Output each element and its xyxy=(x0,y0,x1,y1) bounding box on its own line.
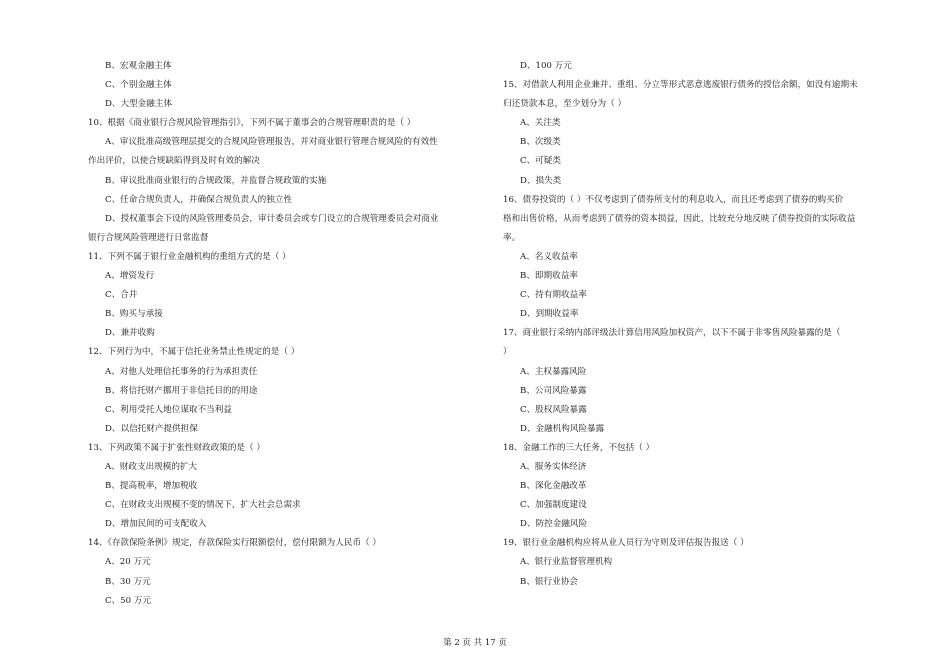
answer-option: B、30 万元 xyxy=(105,576,151,587)
left-column xyxy=(88,57,476,611)
answer-option: D、增加民间的可支配收入 xyxy=(105,519,207,530)
question-text: 18、金融工作的三大任务，不包括（ ） xyxy=(503,442,655,453)
question-text: 15、对借款人利用企业兼并、重组、分立等形式恶意逃废银行债务的授信余额，如没有逾期未 xyxy=(503,80,858,91)
question-text-continuation: 率。 xyxy=(503,232,521,243)
answer-option: A、银行业监督管理机构 xyxy=(520,557,613,568)
answer-option: A、增资发行 xyxy=(105,271,155,282)
answer-option: B、即期收益率 xyxy=(520,271,578,282)
question-text: 16、债券投资的（ ）不仅考虑到了债券所支付的利息收入，而且还考虑到了债券的购买价 xyxy=(503,194,844,205)
answer-option: B、购买与承接 xyxy=(105,309,163,320)
answer-option: C、合并 xyxy=(105,290,138,301)
question-text: 11、下列不属于银行业金融机构的重组方式的是（ ） xyxy=(88,251,291,262)
answer-option: A、名义收益率 xyxy=(520,251,578,262)
answer-option: D、大型金融主体 xyxy=(105,99,173,110)
answer-option: C、加强制度建设 xyxy=(520,500,587,511)
answer-option: B、宏观金融主体 xyxy=(105,61,172,71)
question-text: 19、银行业金融机构应将从业人员行为守则及评估报告报送（ ） xyxy=(503,538,749,549)
answer-option: A、主权暴露风险 xyxy=(520,366,587,377)
answer-option: D、金融机构风险暴露 xyxy=(520,423,605,434)
answer-option: D、以信托财产提供担保 xyxy=(105,423,198,434)
question-text-continuation: 作出评价，以使合规缺陷得到及时有效的解决 xyxy=(88,156,260,167)
answer-option: B、公司风险暴露 xyxy=(520,385,587,396)
question-text-continuation: ） xyxy=(503,347,512,358)
answer-option: B、次级类 xyxy=(520,137,561,148)
answer-option: C、可疑类 xyxy=(520,156,561,167)
answer-option: B、银行业协会 xyxy=(520,576,578,587)
page-footer: 第 2 页 共 17 页 xyxy=(443,638,507,648)
answer-option: B、审议批准商业银行的合规政策，并监督合规政策的实施 xyxy=(105,175,327,186)
answer-option: C、利用受托人地位谋取不当利益 xyxy=(105,404,232,415)
answer-option: A、财政支出规模的扩大 xyxy=(105,461,198,472)
answer-option: A、服务实体经济 xyxy=(520,461,587,472)
question-text-continuation: 银行合规风险管理进行日常监督 xyxy=(88,232,209,243)
question-text: 10、根据《商业银行合规风险管理指引》，下列不属于董事会的合规管理职责的是（ ） xyxy=(88,118,416,129)
answer-option: D、到期收益率 xyxy=(520,309,579,320)
right-column xyxy=(503,57,881,592)
answer-option: A、审议批准高级管理层提交的合规风险管理报告，并对商业银行管理合规风险的有效性 xyxy=(105,137,438,148)
answer-option: C、任命合规负责人，并确保合规负责人的独立性 xyxy=(105,194,293,205)
answer-option: D、100 万元 xyxy=(520,61,572,71)
answer-option: B、将信托财产挪用于非信托目的的用途 xyxy=(105,385,258,396)
question-text: 12、下列行为中，不属于信托业务禁止性规定的是（ ） xyxy=(88,347,300,358)
answer-option: D、防控金融风险 xyxy=(520,519,588,530)
question-text: 13、下列政策不属于扩张性财政政策的是（ ） xyxy=(88,442,265,453)
answer-option: C、持有期收益率 xyxy=(520,290,587,301)
answer-option: C、在财政支出规模不变的情况下，扩大社会总需求 xyxy=(105,500,301,511)
question-text-continuation: 格和出售价格，从而考虑到了债券的资本损益，因此，比较充分地反映了债券投资的实际收益 xyxy=(503,213,856,224)
answer-option: B、提高税率，增加税收 xyxy=(105,481,198,492)
answer-option: D、兼并收购 xyxy=(105,328,155,339)
question-text: 17、商业银行采纳内部评级法计算信用风险加权资产，以下不属于非零售风险暴露的是（ xyxy=(503,328,841,339)
answer-option: A、20 万元 xyxy=(105,557,151,568)
answer-option: B、深化金融改革 xyxy=(520,481,587,492)
answer-option: D、授权董事会下设的风险管理委员会，审计委员会或专门设立的合规管理委员会对商业 xyxy=(105,213,439,224)
answer-option: C、50 万元 xyxy=(105,595,152,606)
question-text-continuation: 归还贷款本息，至少划分为（ ） xyxy=(503,99,627,110)
answer-option: A、关注类 xyxy=(520,118,561,129)
answer-option: A、对他人处理信托事务的行为承担责任 xyxy=(105,366,258,377)
answer-option: C、股权风险暴露 xyxy=(520,404,587,415)
answer-option: C、个别金融主体 xyxy=(105,80,172,91)
answer-option: D、损失类 xyxy=(520,175,562,186)
question-text: 14、《存款保险条例》规定，存款保险实行限额偿付，偿付限额为人民币（ ） xyxy=(88,538,381,549)
